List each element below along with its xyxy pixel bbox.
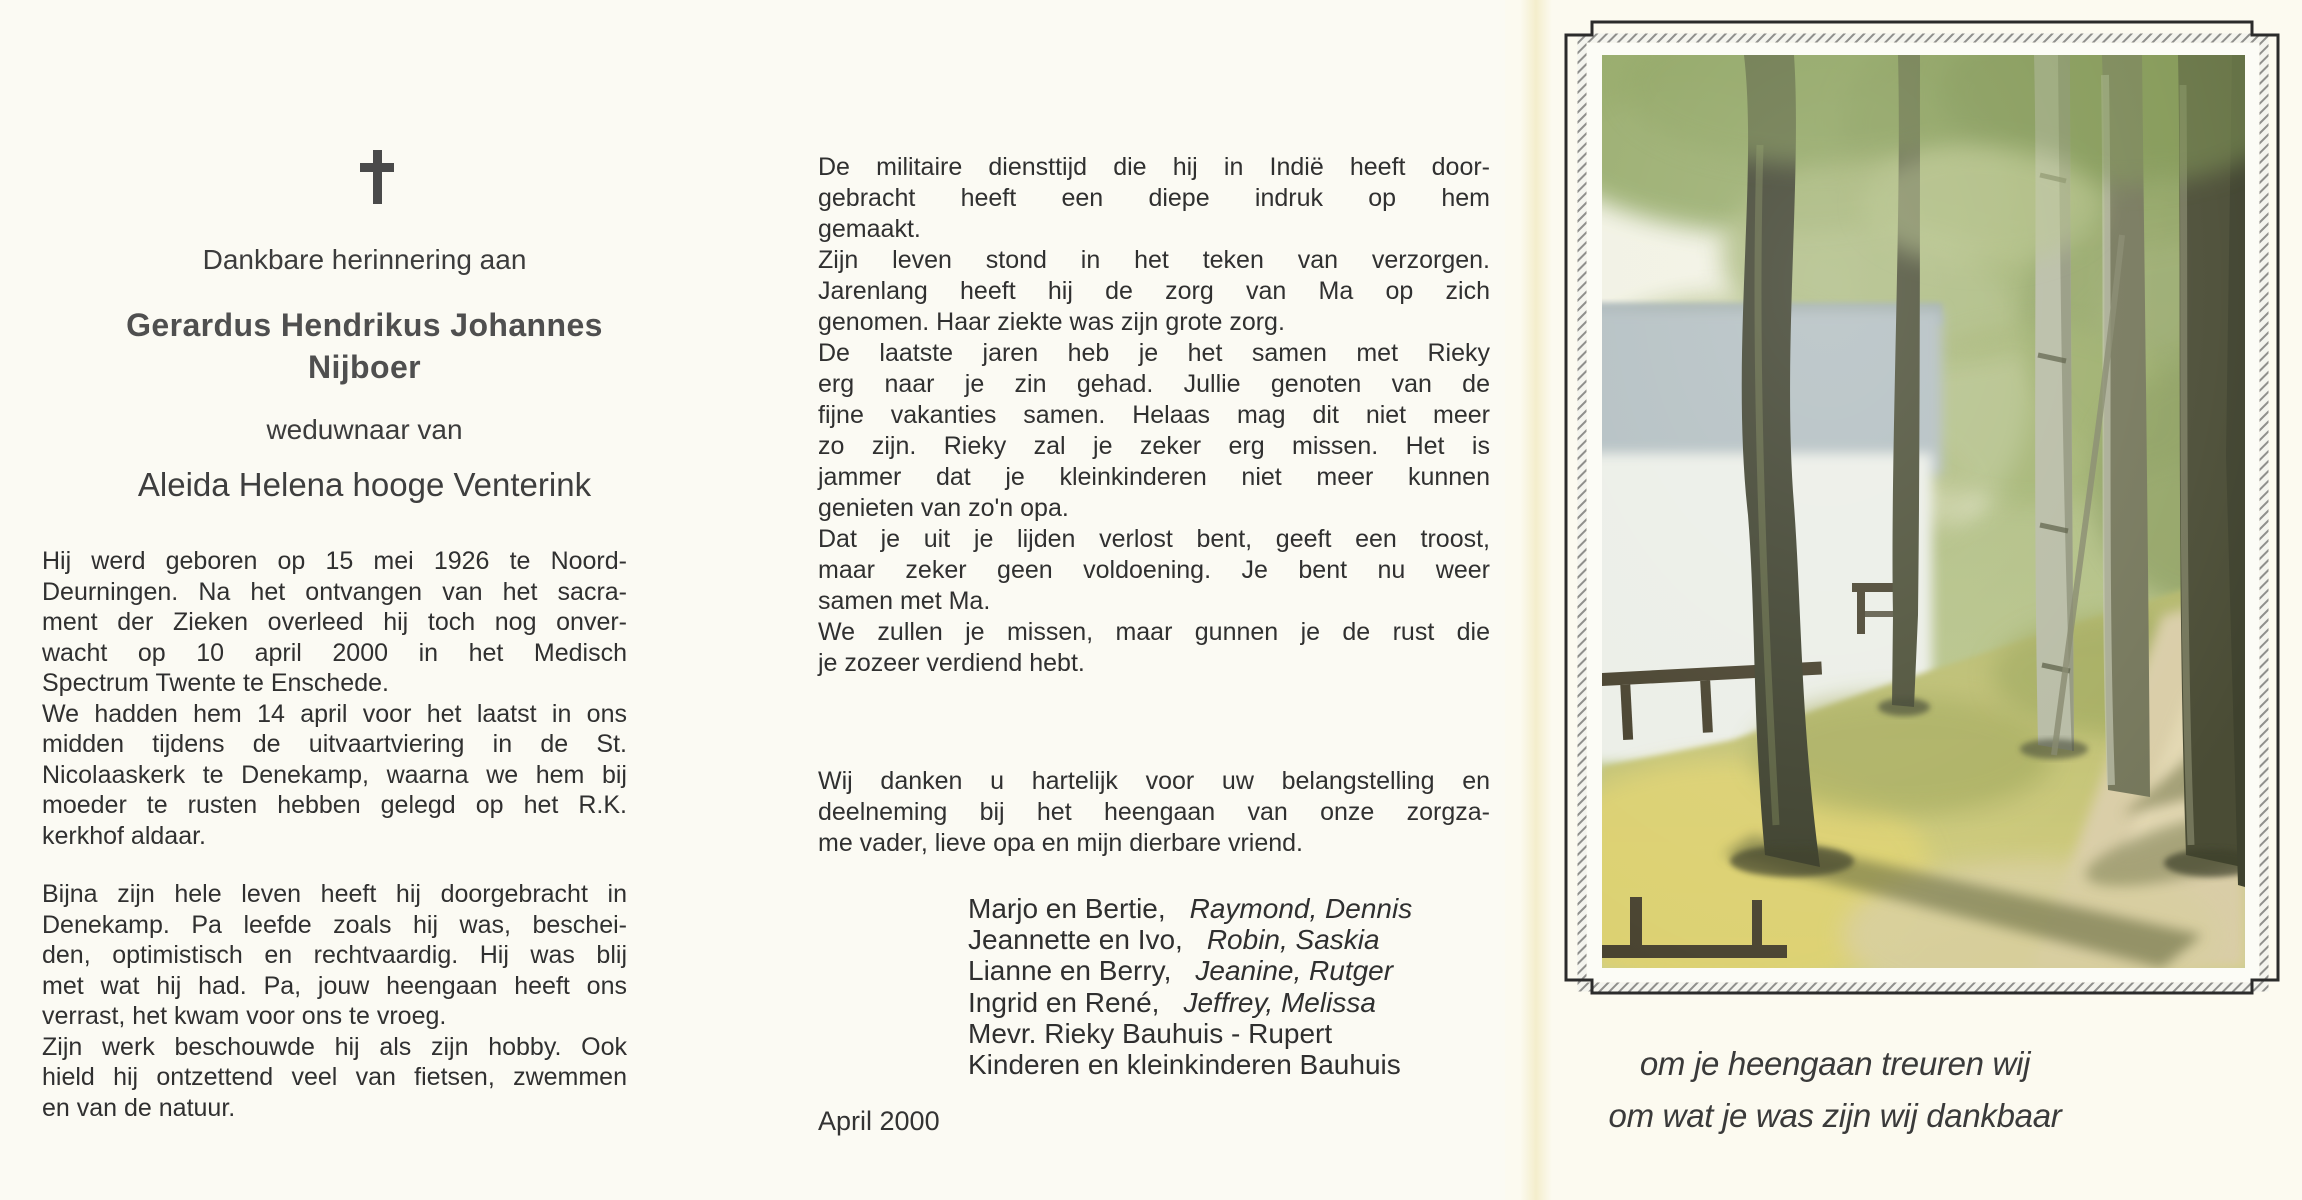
text-line: Dat je uit je lijden verlost bent, geeft een troost, [818,525,1490,553]
cross-icon-svg [360,150,394,204]
caption-line2: om wat je was zijn wij dankbaar [1608,1097,2062,1134]
text-line: hield hij ontzettend veel van fietsen, zwemmen [42,1063,627,1091]
memorial-photo [1558,2,2302,1010]
family-name-row [968,1018,1490,1049]
text-line: midden tijdens de uitvaartviering in de St. [42,730,627,758]
spouse-name: Aleida Helena hooge Venterink [137,466,592,503]
text-line: maar zeker geen voldoening. Je bent nu weer [818,556,1490,584]
text-line: ment der Zieken overleed hij toch nog onver- [42,608,627,636]
text-line: We zullen je missen, maar gunnen je de rust die [818,618,1490,646]
family-names-list [968,893,1490,1080]
text-line: je zozeer verdiend hebt. [818,649,1085,677]
text-line: We hadden hem 14 april voor het laatst in ons [42,699,627,728]
text-line: kerkhof aldaar. [42,821,206,850]
text-line: den, optimistisch en rechtvaardig. Hij was blij [42,941,627,969]
text-line: moeder te rusten hebben gelegd op het R.K. [42,791,627,819]
couple-name: Marjo en Bertie, [968,893,1166,924]
text-line: Zijn leven stond in het teken van verzorgen. [818,246,1490,274]
family-name-row [968,987,1490,1018]
text-line: jammer dat je kleinkinderen niet meer kunnen [818,463,1490,491]
consolation-paragraph [818,524,1490,617]
couple-name: Ingrid en René, [968,986,1160,1018]
deceased-name [42,304,627,388]
text-line: Jarenlang heeft hij de zorg van Ma op zich [818,277,1490,305]
couple-name: Kinderen en kleinkinderen Bauhuis [968,1049,1401,1081]
text-line: wacht op 10 april 2000 in het Medisch [42,638,627,667]
cross-icon [360,150,394,204]
text-line: Wij danken u hartelijk voor uw belangstelling en [818,767,1490,795]
photo-caption [1555,1038,2115,1142]
family-name-row [968,893,1490,924]
text-line: en van de natuur. [42,1093,236,1122]
text-line: Deurningen. Na het ontvangen van het sacra- [42,577,627,606]
care-paragraph [818,245,1490,338]
life-paragraph [42,879,627,1032]
text-line: samen met Ma. [818,587,991,615]
card-fold-shadow [1520,0,1552,1200]
couple-name: Lianne en Berry, [968,955,1172,987]
grandchildren-names: Robin, Saskia [1206,924,1380,956]
date-line: April 2000 [818,1106,940,1137]
text-line: Nicolaaskerk te Denekamp, waarna we hem bij [42,760,627,789]
text-line: erg naar je zin gehad. Jullie genoten van de [818,370,1490,398]
middle-column [818,152,1490,1137]
deceased-name-line2: Nijboer [307,349,422,385]
text-line: genieten van zo'n opa. [818,494,1069,522]
family-name-row [968,955,1490,986]
photo-frame [1558,2,2302,1012]
thanks-paragraph [818,766,1490,859]
missing-paragraph [818,617,1490,679]
text-line: Spectrum Twente te Enschede. [42,669,389,697]
birth-paragraph [42,546,627,699]
funeral-paragraph [42,699,627,852]
intro-line: Dankbare herinnering aan [202,244,527,275]
text-line: gebracht heeft een diepe indruk op hem [818,184,1490,212]
text-line: De laatste jaren heb je het samen met Rieky [818,339,1490,367]
grandchildren-names: Jeffrey, Melissa [1183,986,1376,1018]
text-line: deelneming bij het heengaan van onze zorgza- [818,798,1490,826]
text-line: fijne vakanties samen. Helaas mag dit niet meer [818,401,1490,429]
family-name-row [968,1049,1490,1080]
grandchildren-names: Raymond, Dennis [1189,893,1413,924]
caption-line1: om je heengaan treuren wij [1639,1045,2031,1082]
military-paragraph [818,152,1490,245]
couple-name: Mevr. Rieky Bauhuis - Rupert [968,1017,1333,1049]
text-line: Hij werd geboren op 15 mei 1926 te Noord- [42,547,627,575]
text-line: genomen. Haar ziekte was zijn grote zorg. [818,308,1285,336]
rieky-paragraph [818,338,1490,524]
family-name-row [968,924,1490,955]
light-overlay [1602,55,2245,968]
text-line: gemaakt. [818,215,921,243]
text-line: Denekamp. Pa leefde zoals hij was, beschei- [42,910,627,939]
text-line: Bijna zijn hele leven heeft hij doorgebracht in [42,880,627,908]
hobby-paragraph [42,1032,627,1124]
text-line: verrast, het kwam voor ons te vroeg. [42,1002,447,1030]
text-line: zo zijn. Rieky zal je zeker erg missen. Het is [818,432,1490,460]
couple-name: Jeannette en Ivo, [968,924,1183,956]
text-line: met wat hij had. Pa, jouw heengaan heeft ons [42,971,627,1000]
text-line: Zijn werk beschouwde hij als zijn hobby. Ook [42,1032,627,1061]
left-column [42,0,627,1123]
text-line: De militaire diensttijd die hij in Indië heeft door- [818,153,1490,181]
grandchildren-names: Jeanine, Rutger [1195,955,1394,987]
relation-line: weduwnaar van [266,414,463,445]
deceased-name-line1: Gerardus Hendrikus Johannes [126,307,603,343]
text-line: me vader, lieve opa en mijn dierbare vriend. [818,829,1303,857]
